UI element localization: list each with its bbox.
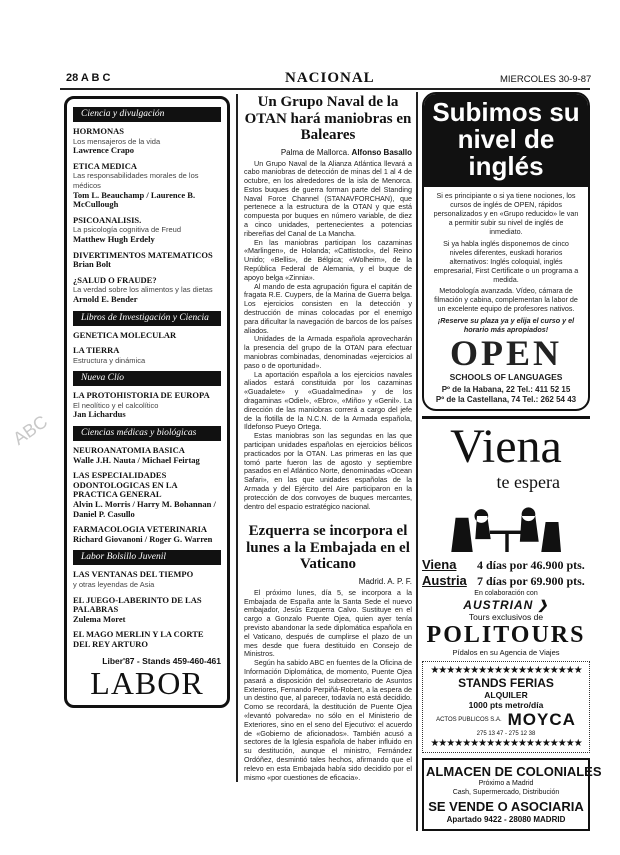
book-title: LA TIERRA	[73, 345, 120, 356]
book-title: DIVERTIMENTOS MATEMATICOS	[73, 249, 213, 260]
austrian-logo	[422, 598, 590, 612]
book-item	[73, 346, 221, 365]
ad-tagline: SCHOOLS OF LANGUAGES	[449, 372, 563, 382]
paper-name: A B C	[80, 72, 111, 84]
book-author: Walle J.H. Nauta / Michael Feirtag	[73, 454, 200, 465]
book-item	[73, 446, 221, 465]
book-author: Arnold E. Bender	[73, 293, 138, 304]
ad-text: Cash, Supermercado, Distribución	[452, 789, 560, 796]
open-english-ad	[422, 92, 590, 411]
book-subtitle: La psicología cognitiva de Freud	[73, 225, 181, 235]
book-author: Jan Lichardus	[73, 409, 126, 420]
moyca-logo: MOYCA	[507, 710, 576, 729]
book-subtitle: y otras leyendas de Asia	[73, 580, 155, 589]
airline: AUSTRIAN	[463, 598, 534, 612]
page-num: 28	[66, 72, 79, 84]
ad-text: ALQUILER	[484, 690, 528, 700]
ad-subtitle: te espera	[496, 472, 560, 492]
paragraph: En las maniobras participan los cazaminas «Marlingen», de Holanda; «Cattistock», del Reino Unido; «Bellis», de Bélgica; «Wolheim», de la República Federal de Alemania, y el buque de apoyo belga «Zinnia».	[244, 237, 412, 282]
dateline: Palma de Mallorca.	[280, 147, 350, 157]
book-item	[73, 630, 221, 649]
book-subtitle: Estructura y dinámica	[73, 355, 146, 365]
politours-logo: POLITOURS	[426, 622, 586, 648]
ad-cta: ¡Reserve su plaza ya y elija el curso y el horario más apropiados!	[437, 316, 575, 334]
book-author: Richard Giovanoni / Roger G. Warren	[73, 533, 213, 544]
ad-headline: SE VENDE O ASOCIARIA	[428, 799, 584, 814]
book-subtitle: La verdad sobre los alimentos y las dietas	[73, 285, 213, 295]
price: 4 días por 46.900 pts.	[477, 558, 585, 572]
book-title: PSICOANALISIS.	[73, 214, 142, 225]
article-otan	[244, 94, 412, 511]
labor-logo	[73, 666, 221, 700]
moyca-ad	[422, 661, 590, 753]
offer	[422, 557, 590, 573]
author: Alfonso Basallo	[351, 147, 412, 157]
couple-illustration	[422, 492, 592, 552]
stars-border: ★★★★★★★★★★★★★★★★★★★	[430, 738, 582, 749]
book-item	[73, 391, 221, 420]
book-item	[73, 216, 221, 245]
book-item	[73, 127, 221, 156]
book-author: Lawrence Crapo	[73, 145, 134, 156]
book-item	[73, 570, 221, 589]
paragraph: La aportación española a los ejercicios navales aliados estará constituida por los cazaminas «Guadalete» y «Guadalmedina» y de los dragaminas «Odiel», «Ebro», «Miño» y «Genil». La dirección de las maniobras correrá a cargo del jefe de la flotilla de la N.C.N. de la Armada española, Ildefonso Pueyo Ortega.	[244, 369, 412, 432]
book-item	[73, 525, 221, 544]
byline: Madrid. A. P. F.	[358, 576, 412, 586]
article-body	[244, 160, 412, 512]
ad-text: 1000 pts metro/día	[468, 700, 544, 710]
book-item	[73, 276, 221, 305]
destination: Viena	[422, 557, 457, 572]
book-title: FARMACOLOGIA VETERINARIA	[73, 524, 208, 535]
ad-title: STANDS FERIAS	[458, 676, 554, 690]
book-author: Alvin L. Morris / Harry M. Bohannan / Daniel P. Casullo	[73, 499, 216, 519]
book-author: Matthew Hugh Erdely	[73, 233, 155, 244]
paragraph: Un Grupo Naval de la Alianza Atlántica llevará a cabo maniobras de detección de minas del 1 al 4 de octubre, en los alrededores de la isla de Menorca. Estos buques de guerra forman parte del Standing Naval Force Channel (STANAVFORCHAN), que pertenece a la estructura de la OTAN y que está compuesta por buques en número variable, de diez a cinco unidades, pertenecientes a potencias ribereñas del Canal de La Mancha.	[244, 158, 412, 238]
price: 7 días por 69.900 pts.	[477, 574, 585, 588]
paragraph: Según ha sabido ABC en fuentes de la Oficina de Información Diplomática, de momento, Puente Ojea pasará a disposición del subsecretario de Asuntos Exteriores, Fernando Perpiñá-Robert, a la espera de un destino que, al parecer, todavía no está decidido. Como se recordará, la destitución de Puente Ojea «levantó polvareda» no sólo en el Ministerio de Exteriores, sino en el seno del Ejecutivo: el acuerdo de «Gobierno de aficionados». También acusó a sectores de la Iglesia española de haber influido en su destitución, aunque el ministro, Fernández Ordóñez, desmintió tales hechos, afirmando que el relevo en esta Embajada había sido decidido por el mismo «por cuestiones de eficacia».	[244, 658, 412, 782]
book-subtitle: Los mensajeros de la vida	[73, 136, 161, 146]
paragraph: El próximo lunes, día 5, se incorpora a la Embajada de España ante la Santa Sede el nuevo embajador, Jesús Ezquerra Calvo. Sustituye en el cargo a Gonzalo Puente Ojea, quien ayer tenía previsto abandonar la sede diplomática española en el Vaticano, después de cumplirse el plazo de un mes desde que fuera destituido en Consejo de Ministros.	[244, 587, 412, 659]
section-label: Ciencia y divulgación	[73, 107, 221, 122]
labor-brand: LABOR	[90, 664, 204, 701]
ads-column	[416, 92, 602, 831]
book-title: LA PROTOHISTORIA DE EUROPA	[73, 390, 210, 401]
middle-column	[236, 94, 412, 782]
section-label: Labor Bolsillo Juvenil	[73, 550, 221, 565]
labor-books-ad	[64, 96, 230, 708]
book-subtitle: El neolítico y el calcolítico	[73, 400, 159, 410]
ad-headline: Subimos su nivel de inglés	[424, 94, 588, 187]
issue-date: MIERCOLES 30-9-87	[500, 74, 592, 85]
stars-border: ★★★★★★★★★★★★★★★★★★★	[430, 665, 582, 676]
article-ezquerra	[244, 519, 412, 782]
book-subtitle: Las responsabilidades morales de los médicos	[73, 171, 199, 190]
section-label: Ciencias médicas y biológicas	[73, 426, 221, 441]
book-item	[73, 596, 221, 625]
header-rule	[60, 88, 590, 90]
chevron-icon: ❯	[537, 598, 549, 612]
labor-logo-block	[73, 656, 221, 700]
company: ACTOS PUBLICOS S.A.	[436, 717, 502, 723]
address: Pº de la Castellana, 74 Tel.: 262 54 43	[435, 395, 577, 404]
paragraph: Al mando de esta agrupación figura el capitán de fragata R.E. Cuypers, de la Marina de Guerra belga. Los ejercicios consisten en la detección y destrucción de minas colocadas por el enemigo para dificultar la navegación de barcos de los países aliados.	[244, 281, 412, 335]
destination: Austria	[422, 573, 467, 588]
watermark: ABC	[9, 411, 52, 449]
fair-text: Liber'87 - Stands 459-460-461	[102, 655, 221, 666]
ad-title: Viena	[450, 420, 562, 473]
book-title: NEUROANATOMIA BASICA	[73, 445, 185, 456]
ad-text: Si ya habla inglés disponemos de cinco niveles diferentes, euskadi horarios alternativos: Inglés coloquial, inglés empresarial, First Certificate o un programa a medida.	[433, 239, 579, 284]
book-author: Zulema Moret	[73, 613, 126, 624]
ad-address: Apartado 9422 - 28080 MADRID	[446, 815, 566, 824]
book-item	[73, 471, 221, 519]
collab-text: En colaboración con	[474, 590, 538, 597]
headline: Ezquerra se incorpora el lunes a la Embajada en el Vaticano	[246, 523, 410, 573]
ad-text: Metodología avanzada. Vídeo, cámara de filmación y cabina, complementan la labor de un excelente equipo de profesores nativos.	[434, 286, 578, 313]
tours-text: Tours exclusivos de	[468, 612, 544, 622]
paragraph: Unidades de la Armada española aprovecharán la presencia del grupo de la OTAN para efectuar maniobras combinadas, denominadas «ejercicios al paso o de oportunidad».	[244, 334, 412, 370]
almacen-ad	[422, 758, 602, 831]
ad-title: ALMACEN DE COLONIALES	[426, 764, 602, 779]
book-title: ¿SALUD O FRAUDE?	[73, 274, 157, 285]
book-item	[73, 251, 221, 270]
book-title: EL MAGO MERLIN Y LA CORTE DEL REY ARTURO	[73, 629, 204, 649]
address: Pº de la Habana, 22 Tel.: 411 52 15	[441, 385, 571, 394]
agency-text: Pídalos en su Agencia de Viajes	[452, 648, 560, 657]
book-author: Brian Bolt	[73, 259, 112, 270]
ad-text: Si es principiante o si ya tiene nociones, los cursos de inglés de OPEN, rápidos personalizados y en «Grupo reducido» le van a permitir subir su nivel de inglés de inmediato.	[433, 191, 579, 236]
offer	[422, 573, 590, 589]
book-title: ETICA MEDICA	[73, 160, 137, 171]
section-label: Libros de Investigación y Ciencia	[73, 311, 221, 326]
article-body	[244, 589, 412, 783]
phones: 275 13 47 - 275 12 38	[476, 731, 536, 737]
byline	[244, 148, 412, 158]
section-label: Nueva Clío	[73, 371, 221, 386]
page-number	[66, 72, 110, 84]
section-title: NACIONAL	[285, 70, 375, 86]
book-title: LAS VENTANAS DEL TIEMPO	[73, 569, 194, 580]
book-item	[73, 162, 221, 210]
ad-text: Próximo a Madrid	[478, 780, 534, 787]
headline: Un Grupo Naval de la OTAN hará maniobras en Baleares	[244, 94, 412, 143]
book-item	[73, 331, 221, 341]
book-title: LAS ESPECIALIDADES ODONTOLOGICAS EN LA PRACTICA GENERAL	[73, 470, 178, 500]
open-logo: OPEN	[449, 333, 562, 373]
book-author: Tom L. Beauchamp / Laurence B. McCullough	[73, 189, 196, 210]
book-title: HORMONAS	[73, 126, 124, 136]
book-title: EL JUEGO-LABERINTO DE LAS PALABRAS	[73, 594, 202, 615]
paragraph: Estas maniobras son las segundas en las que participan unidades españolas en ejercicios bélicos practicados por la OTAN. Las primeras en las que tomó parte fueron las de agosto y septiembre pasados en el Atlántico Norte, denominadas «Ocean Safari», en las que unidades españolas de la Armada y del Ejército del Aire participaron en la protección de dos convoyes de buques mercantes, dentro del espacio estratégico nacional.	[244, 431, 412, 511]
viena-ad	[422, 422, 590, 657]
divider	[422, 416, 590, 419]
book-title: GENETICA MOLECULAR	[73, 329, 177, 340]
